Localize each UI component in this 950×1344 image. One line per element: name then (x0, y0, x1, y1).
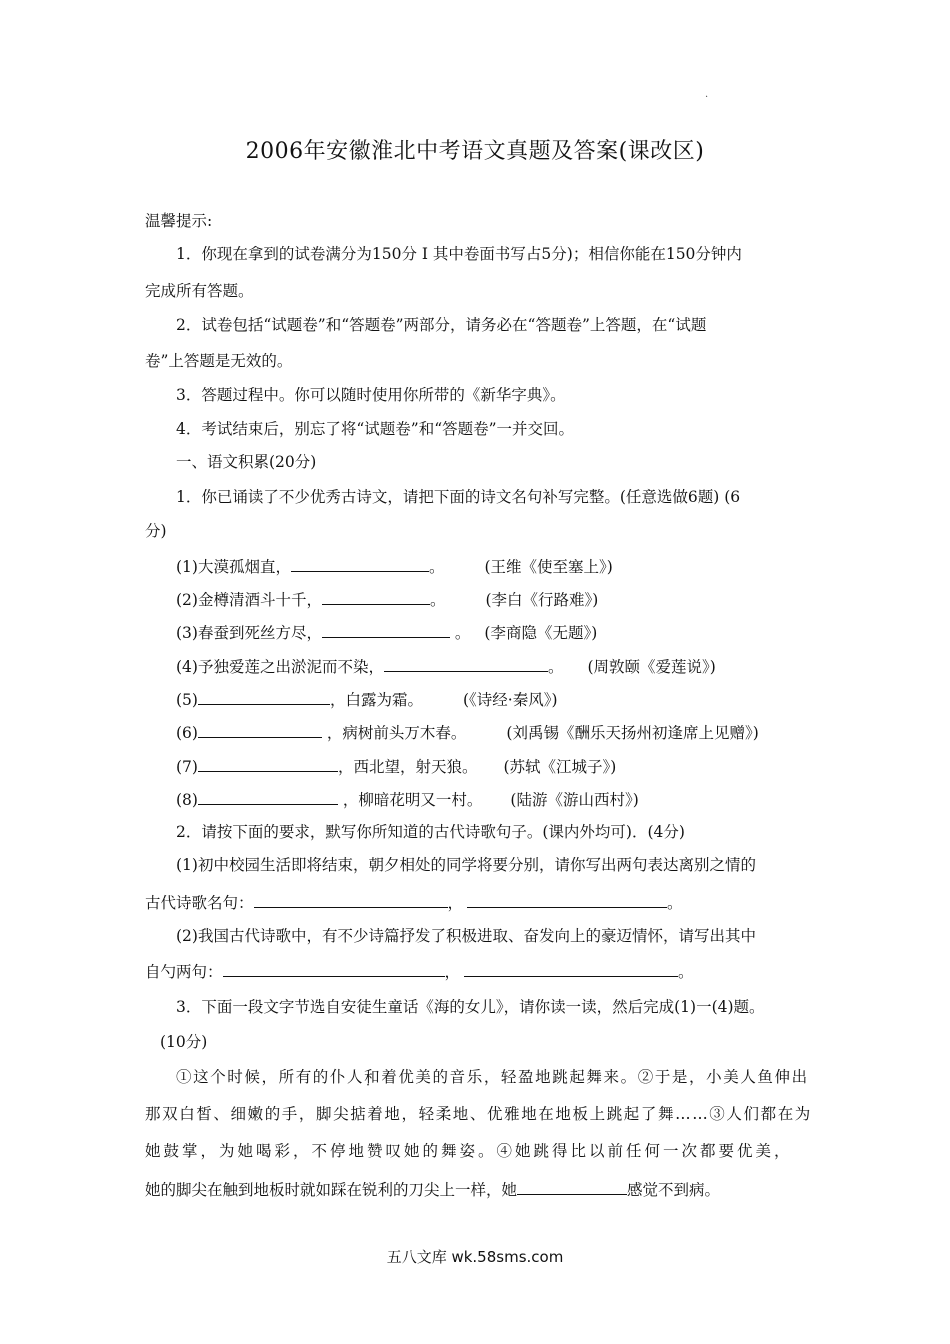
passage-line-3: 她鼓掌，为她喝彩，不停地赞叹她的舞姿。④她跳得比以前任何一次都要优美， (145, 1142, 793, 1160)
poem-item-6 (176, 721, 759, 744)
poem-source: (《诗经·秦风》) (462, 691, 558, 709)
answer-blank[interactable] (467, 891, 667, 908)
poem-end: 。 (429, 591, 446, 609)
question-2-part-1-line-2 (145, 891, 683, 914)
section-1-heading: 一、语文积累(20分) (176, 453, 317, 471)
poem-end: 。 (449, 624, 471, 642)
period: 。 (678, 963, 694, 981)
poem-source: (王维《使至塞上》) (484, 558, 613, 576)
answer-label: 自勺两句： (145, 963, 223, 981)
poem-source: (陆游《游山西村》) (510, 791, 639, 809)
tip-1-line-1: 1．你现在拿到的试卷满分为150分 I 其中卷面书写占5分)；相信你能在150分钟内 (176, 245, 742, 263)
question-2-part-2-line-2 (145, 960, 694, 983)
poem-number: (6) (176, 724, 198, 742)
poem-number: (7) (176, 758, 198, 776)
answer-blank[interactable] (198, 755, 338, 772)
poem-item-1 (176, 555, 613, 578)
tip-2-line-1: 2．试卷包括“试题卷”和“答题卷”两部分，请务必在“答题卷”上答题，在“试题 (176, 316, 707, 334)
poem-item-5 (176, 688, 558, 711)
poem-item-3 (176, 621, 597, 644)
answer-blank[interactable] (322, 621, 450, 638)
stray-mark: · (705, 92, 709, 103)
poem-item-7 (176, 755, 616, 778)
passage-line-1: ①这个时候，所有的仆人和着优美的音乐，轻盈地跳起舞来。②于是，小美人鱼伸出 (176, 1068, 809, 1086)
passage-line-4: 她的脚尖在触到地板时就如踩在锐利的刀尖上一样，她 感觉不到病。 (145, 1178, 720, 1201)
period: 。 (667, 894, 683, 912)
separator: ， (444, 963, 461, 981)
page-title: 2006年安徽淮北中考语文真题及答案(课改区) (245, 139, 705, 164)
question-1-line-2: 分) (145, 522, 167, 540)
question-2-part-1-line-1: (1)初中校园生活即将结束，朝夕相处的同学将要分别，请你写出两句表达离别之情的 (176, 856, 756, 874)
question-3-heading: 3．下面一段文字节选自安徒生童话《海的女儿》，请你读一读，然后完成(1)一(4)题。 (176, 998, 765, 1016)
answer-blank[interactable] (322, 588, 430, 605)
tip-1-line-2: 完成所有答题。 (145, 282, 254, 300)
poem-end: ，白露为霜。 (329, 691, 423, 709)
separator: ， (447, 894, 464, 912)
poem-item-4 (176, 655, 716, 678)
question-2-part-2-line-1: (2)我国古代诗歌中，有不少诗篇抒发了积极进取、奋发向上的豪迈情怀，请写出其中 (176, 927, 756, 945)
poem-item-2 (176, 588, 598, 611)
poem-source: (苏轼《江城子》) (503, 758, 617, 776)
poem-prompt: (3)春蚕到死丝方尽， (176, 624, 322, 642)
poem-prompt: (1)大漠孤烟直， (176, 558, 291, 576)
answer-blank[interactable] (291, 555, 429, 572)
poem-end: 。 (428, 558, 445, 576)
poem-end: ，病树前头万木春。 (321, 724, 467, 742)
question-2-heading: 2．请按下面的要求，默写你所知道的古代诗歌句子。(课内外均可)．(4分) (176, 823, 685, 841)
question-1-line-1: 1．你已诵读了不少优秀古诗文，请把下面的诗文名句补写完整。(任意选做6题) (6 (176, 488, 741, 506)
answer-blank[interactable] (198, 788, 338, 805)
answer-blank[interactable] (464, 960, 678, 977)
poem-end: ，柳暗花明又一村。 (337, 791, 483, 809)
question-3-points: (10分) (160, 1033, 208, 1051)
answer-blank[interactable] (384, 655, 548, 672)
emphasized-char: 和 (364, 1068, 382, 1086)
poem-end: 。 (547, 658, 564, 676)
tip-3: 3．答题过程中。你可以随时使用你所带的《新华字典》。 (176, 386, 566, 404)
passage-line-2: 那双白皙、细嫩的手，脚尖掂着地，轻柔地、优雅地在地板上跳起了舞……③人们都在为 (145, 1105, 812, 1123)
answer-blank[interactable] (198, 721, 322, 738)
poem-prompt: (2)金樽清酒斗十千， (176, 591, 322, 609)
answer-blank[interactable] (223, 960, 445, 977)
answer-blank[interactable] (517, 1178, 627, 1195)
poem-number: (5) (176, 691, 198, 709)
tip-2-line-2: 卷”上答题是无效的。 (145, 352, 293, 370)
poem-prompt: (4)予独爱莲之出淤泥而不染， (176, 658, 384, 676)
poem-source: (李白《行路难》) (485, 591, 599, 609)
poem-source: (周敦颐《爱莲说》) (587, 658, 716, 676)
poem-source: (李商隐《无题》) (484, 624, 598, 642)
answer-blank[interactable] (254, 891, 448, 908)
poem-end: ，西北望，射天狼。 (337, 758, 478, 776)
answer-label: 古代诗歌名句： (145, 894, 254, 912)
poem-number: (8) (176, 791, 198, 809)
poem-item-8 (176, 788, 639, 811)
answer-blank[interactable] (198, 688, 330, 705)
poem-source: (刘禹锡《酬乐天扬州初逢席上见赠》) (506, 724, 759, 742)
tips-heading: 温馨提示: (145, 212, 213, 230)
footer-watermark: 五八文库 wk.58sms.com (386, 1248, 564, 1266)
tip-4: 4．考试结束后，别忘了将“试题卷”和“答题卷”一并交回。 (176, 420, 575, 438)
